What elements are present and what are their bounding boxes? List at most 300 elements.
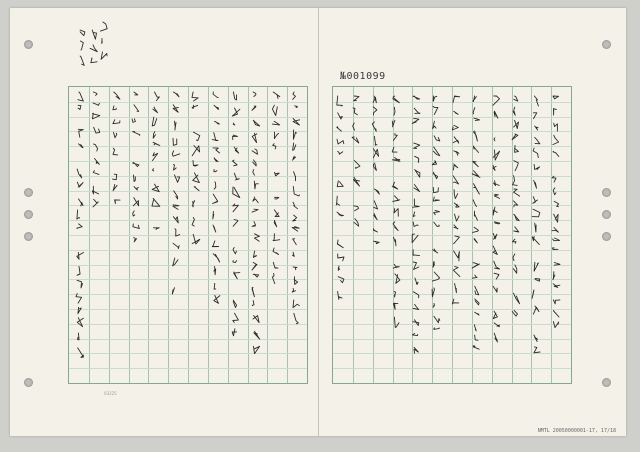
handwritten-glyph xyxy=(113,120,120,124)
handwritten-glyph xyxy=(394,317,399,327)
handwritten-glyph xyxy=(474,118,480,120)
handwritten-glyph xyxy=(534,180,537,188)
handwritten-glyph xyxy=(475,286,479,295)
handwritten-glyph xyxy=(392,158,400,162)
handwritten-glyph xyxy=(515,146,519,153)
handwritten-glyph xyxy=(78,333,80,340)
handwritten-glyph xyxy=(453,137,459,143)
handwritten-glyph xyxy=(493,150,500,160)
handwritten-glyph xyxy=(552,228,558,233)
handwritten-glyph xyxy=(513,107,515,115)
handwritten-glyph xyxy=(337,127,342,132)
handwritten-glyph xyxy=(94,127,100,133)
handwritten-glyph xyxy=(453,96,460,103)
handwritten-glyph xyxy=(514,293,520,304)
handwritten-glyph xyxy=(412,234,418,243)
handwritten-glyph xyxy=(354,206,359,211)
handwritten-glyph xyxy=(101,22,108,31)
handwritten-glyph xyxy=(494,222,499,224)
handwritten-glyph xyxy=(372,122,376,131)
handwritten-glyph xyxy=(474,325,476,331)
handwritten-glyph xyxy=(233,300,236,307)
handwritten-glyph xyxy=(494,261,500,269)
handwritten-glyph xyxy=(253,160,257,166)
handwritten-glyph xyxy=(252,301,254,306)
handwritten-glyph xyxy=(434,316,440,323)
handwritten-glyph xyxy=(113,184,117,190)
handwritten-glyph xyxy=(453,164,457,170)
handwritten-glyph xyxy=(493,311,497,318)
handwritten-glyph xyxy=(295,106,298,108)
handwritten-glyph xyxy=(494,333,497,342)
handwritten-glyph xyxy=(92,186,98,194)
handwritten-glyph xyxy=(392,182,398,189)
handwritten-glyph xyxy=(473,227,479,232)
handwritten-glyph xyxy=(173,165,176,171)
handwritten-glyph xyxy=(77,210,80,219)
handwritten-glyph xyxy=(413,250,419,256)
handwritten-glyph xyxy=(134,92,138,95)
handwritten-glyph xyxy=(337,196,340,205)
handwritten-glyph xyxy=(454,203,459,207)
handwritten-glyph xyxy=(354,161,360,169)
handwritten-glyph xyxy=(392,120,395,126)
handwritten-glyph xyxy=(454,251,460,261)
handwritten-glyph xyxy=(113,106,116,110)
handwritten-glyph xyxy=(533,306,539,314)
handwritten-glyph xyxy=(534,164,540,169)
handwritten-glyph xyxy=(413,199,420,207)
handwritten-glyph xyxy=(433,96,437,101)
handwritten-glyph xyxy=(293,143,296,150)
handwritten-glyph xyxy=(394,292,395,298)
handwritten-glyph xyxy=(133,211,135,216)
handwritten-glyph xyxy=(413,96,420,99)
handwritten-glyph xyxy=(133,131,140,135)
handwritten-glyph xyxy=(234,272,240,279)
handwritten-glyph xyxy=(338,113,343,119)
handwritten-glyph xyxy=(78,105,81,109)
handwritten-glyph xyxy=(193,132,199,141)
handwritten-glyph xyxy=(338,277,344,283)
handwritten-glyph xyxy=(434,136,440,141)
handwritten-glyph xyxy=(434,210,440,214)
handwritten-glyph xyxy=(473,146,478,152)
handwritten-glyph xyxy=(192,105,198,108)
handwritten-glyph xyxy=(252,133,257,142)
handwritten-glyph xyxy=(272,105,277,115)
handwritten-glyph xyxy=(213,211,214,219)
handwritten-glyph xyxy=(214,295,220,303)
handwritten-glyph xyxy=(192,217,194,226)
handwritten-glyph xyxy=(253,274,259,277)
handwritten-glyph xyxy=(233,92,236,100)
handwritten-glyph xyxy=(294,277,298,285)
handwritten-glyph xyxy=(77,253,84,260)
handwritten-glyph xyxy=(153,132,155,139)
handwritten-glyph xyxy=(337,139,344,144)
handwritten-glyph xyxy=(472,275,477,278)
handwritten-glyph xyxy=(553,188,556,195)
handwritten-glyph xyxy=(193,160,198,166)
handwritten-glyph xyxy=(252,222,255,227)
handwritten-glyph xyxy=(134,175,136,182)
handwritten-glyph xyxy=(192,92,198,101)
handwritten-glyph xyxy=(233,160,238,166)
handwritten-glyph xyxy=(293,130,296,139)
handwritten-glyph xyxy=(393,222,398,231)
handwritten-glyph xyxy=(474,184,480,195)
handwritten-glyph xyxy=(77,169,82,178)
handwritten-glyph xyxy=(254,331,260,339)
handwritten-glyph xyxy=(554,214,559,222)
handwritten-glyph xyxy=(473,346,479,350)
handwritten-glyph xyxy=(93,103,99,105)
handwritten-glyph xyxy=(234,173,239,180)
handwritten-glyph xyxy=(433,188,438,193)
handwritten-glyph xyxy=(513,265,516,273)
handwritten-glyph xyxy=(513,176,518,186)
handwritten-glyph xyxy=(473,161,479,167)
handwritten-glyph xyxy=(454,151,459,156)
handwritten-glyph xyxy=(77,182,83,187)
handwritten-glyph xyxy=(213,92,218,98)
handwritten-glyph xyxy=(174,191,178,199)
handwritten-glyph xyxy=(415,170,420,178)
handwritten-glyph xyxy=(433,172,437,179)
handwritten-glyph xyxy=(554,201,558,206)
handwritten-glyph xyxy=(433,304,434,308)
handwritten-glyph xyxy=(475,299,479,305)
handwritten-glyph xyxy=(79,144,84,148)
handwritten-glyph xyxy=(293,252,295,256)
handwritten-glyph xyxy=(374,241,380,244)
handwritten-glyph xyxy=(252,209,258,212)
handwritten-glyph xyxy=(433,249,438,253)
handwritten-glyph xyxy=(293,187,299,196)
handwritten-glyph xyxy=(535,279,540,282)
handwritten-glyph xyxy=(374,189,379,194)
handwritten-glyph xyxy=(413,222,418,227)
handwritten-glyph xyxy=(473,131,477,141)
handwritten-glyph xyxy=(173,205,179,210)
handwritten-glyph xyxy=(337,181,343,187)
handwritten-glyph xyxy=(273,144,276,149)
handwritten-glyph xyxy=(273,234,280,241)
handwritten-glyph xyxy=(213,148,220,153)
handwritten-glyph xyxy=(553,151,559,156)
handwritten-glyph xyxy=(153,153,158,161)
handwritten-glyph xyxy=(214,105,219,109)
handwritten-glyph xyxy=(213,225,216,232)
handwritten-glyph xyxy=(434,328,440,329)
handwritten-glyph xyxy=(434,222,440,226)
handwritten-glyph xyxy=(532,237,539,245)
handwritten-glyph xyxy=(214,283,216,289)
handwritten-glyph xyxy=(173,217,178,223)
handwritten-glyph xyxy=(173,105,178,113)
handwritten-glyph xyxy=(473,108,475,114)
handwritten-glyph xyxy=(293,300,299,308)
handwritten-glyph xyxy=(513,239,517,243)
handwritten-glyph xyxy=(78,129,83,137)
handwritten-glyph xyxy=(173,243,179,248)
handwritten-glyph xyxy=(534,262,538,271)
handwritten-glyph xyxy=(535,223,536,232)
handwritten-glyph xyxy=(152,117,157,126)
handwritten-glyph xyxy=(233,313,239,322)
handwritten-glyph xyxy=(293,92,296,99)
handwritten-glyph xyxy=(338,254,344,261)
handwritten-glyph xyxy=(233,204,239,212)
handwritten-glyph xyxy=(514,227,519,232)
handwritten-glyph xyxy=(474,239,477,243)
handwritten-glyph xyxy=(553,238,560,241)
handwritten-glyph xyxy=(534,96,538,106)
handwritten-glyph xyxy=(292,227,299,232)
handwritten-glyph xyxy=(91,58,97,63)
handwritten-glyph xyxy=(101,52,107,59)
handwritten-glyph xyxy=(337,96,343,106)
handwritten-glyph xyxy=(452,299,459,304)
handwritten-glyph xyxy=(514,189,520,196)
handwritten-glyph xyxy=(354,96,359,101)
handwritten-glyph xyxy=(214,182,216,189)
handwritten-glyph xyxy=(155,92,160,101)
handwritten-glyph xyxy=(433,106,438,114)
handwritten-glyph xyxy=(213,194,218,203)
handwritten-glyph xyxy=(552,248,558,250)
handwritten-glyph xyxy=(493,246,497,254)
handwritten-glyph xyxy=(432,272,439,281)
handwritten-glyph xyxy=(414,108,420,114)
handwritten-glyph xyxy=(413,320,419,326)
handwritten-glyph xyxy=(553,96,559,99)
handwritten-glyph xyxy=(153,142,160,145)
handwritten-glyph xyxy=(455,214,459,221)
handwritten-glyph xyxy=(413,212,415,217)
handwritten-glyph xyxy=(113,148,118,155)
handwritten-glyph xyxy=(253,197,258,203)
handwritten-glyph xyxy=(494,273,499,279)
handwritten-glyph xyxy=(233,187,240,198)
handwritten-glyph xyxy=(114,132,117,138)
handwritten-glyph xyxy=(394,107,395,115)
handwritten-glyph xyxy=(133,198,138,206)
handwritten-glyph xyxy=(553,322,558,328)
handwritten-glyph xyxy=(252,149,257,154)
handwritten-glyph xyxy=(373,229,377,232)
handwritten-glyph xyxy=(215,121,220,124)
handwritten-glyph xyxy=(78,307,81,313)
handwritten-glyph xyxy=(553,311,559,318)
handwritten-glyph xyxy=(535,137,540,143)
handwritten-glyph xyxy=(338,291,342,299)
handwritten-glyph xyxy=(494,194,499,198)
handwritten-glyph xyxy=(76,294,82,304)
handwritten-glyph xyxy=(172,288,174,294)
handwritten-glyph xyxy=(553,135,559,144)
handwritten-glyph xyxy=(193,173,200,183)
handwritten-glyph xyxy=(415,156,419,162)
handwritten-glyph xyxy=(233,220,238,227)
handwritten-glyph xyxy=(353,123,355,130)
handwritten-glyph xyxy=(273,92,280,98)
handwritten-glyph xyxy=(493,233,497,239)
handwritten-glyph xyxy=(473,96,477,102)
handwritten-glyph xyxy=(393,303,397,309)
handwritten-glyph xyxy=(275,197,279,199)
handwritten-glyph xyxy=(152,184,159,192)
handwritten-glyph xyxy=(134,187,138,190)
handwritten-glyph xyxy=(414,347,418,353)
handwritten-glyph xyxy=(553,300,560,304)
handwritten-glyph xyxy=(77,318,83,327)
handwritten-glyph xyxy=(292,156,295,160)
handwritten-glyph xyxy=(353,108,357,115)
handwritten-glyph xyxy=(214,158,218,162)
handwritten-glyph xyxy=(77,266,80,275)
handwritten-glyph xyxy=(454,236,460,244)
handwritten-glyph xyxy=(337,240,343,248)
handwritten-glyph xyxy=(514,120,519,128)
handwritten-glyph xyxy=(273,248,279,255)
handwritten-glyph xyxy=(275,172,280,176)
handwritten-glyph xyxy=(373,163,376,171)
handwritten-glyph xyxy=(472,263,479,269)
handwritten-glyph xyxy=(272,121,279,125)
handwritten-glyph xyxy=(554,123,558,131)
handwritten-glyph xyxy=(293,215,297,221)
handwritten-glyph xyxy=(212,133,218,141)
handwritten-glyph xyxy=(233,261,237,263)
handwritten-glyph xyxy=(532,290,534,298)
handwritten-glyph xyxy=(232,108,240,116)
handwritten-glyph xyxy=(134,105,139,112)
handwritten-glyph xyxy=(432,161,436,165)
handwritten-glyph xyxy=(534,335,538,342)
handwritten-glyph xyxy=(413,262,418,270)
handwritten-glyph xyxy=(337,212,343,216)
handwritten-glyph xyxy=(93,92,97,95)
handwritten-glyph xyxy=(493,286,497,292)
handwritten-glyph xyxy=(412,334,417,336)
handwritten-glyph xyxy=(134,238,137,242)
handwritten-glyph xyxy=(212,241,218,247)
handwritten-glyph xyxy=(394,209,398,217)
handwritten-glyph xyxy=(453,176,459,184)
handwritten-glyph xyxy=(294,172,296,181)
handwritten-glyph xyxy=(173,138,177,145)
handwritten-glyph xyxy=(494,138,495,141)
handwritten-glyph xyxy=(293,119,300,126)
handwritten-glyph xyxy=(414,143,420,148)
handwritten-glyph xyxy=(432,288,434,297)
handwritten-glyph xyxy=(274,210,279,217)
handwritten-glyph xyxy=(494,323,499,327)
handwritten-glyph xyxy=(512,134,518,140)
handwritten-glyph xyxy=(512,310,517,316)
handwritten-glyph xyxy=(493,207,497,215)
handwritten-glyph xyxy=(374,201,378,209)
handwritten-glyph xyxy=(455,284,457,293)
handwritten-glyph xyxy=(253,92,256,97)
handwritten-glyph xyxy=(294,313,299,323)
handwritten-glyph xyxy=(533,197,538,204)
handwritten-glyph xyxy=(90,45,97,52)
handwritten-glyph xyxy=(253,251,256,257)
handwritten-glyph xyxy=(172,151,180,156)
handwritten-glyph xyxy=(533,113,536,119)
handwritten-glyph xyxy=(352,137,359,143)
handwritten-glyph xyxy=(254,346,260,353)
handwritten-glyph xyxy=(393,134,397,141)
handwritten-glyph xyxy=(393,196,400,202)
handwritten-glyph xyxy=(394,237,396,246)
handwritten-glyph xyxy=(194,187,199,191)
handwritten-glyph xyxy=(252,287,254,296)
handwritten-glyph xyxy=(514,161,519,171)
handwritten-glyph xyxy=(513,254,515,261)
handwritten-glyph xyxy=(393,96,400,103)
handwritten-glyph xyxy=(433,262,434,268)
handwritten-glyph xyxy=(102,39,103,44)
handwritten-glyph xyxy=(454,111,459,114)
handwritten-glyph xyxy=(213,254,219,262)
handwritten-glyph xyxy=(472,171,480,178)
handwritten-glyph xyxy=(80,30,85,36)
handwritten-glyph xyxy=(395,274,400,284)
handwritten-glyph xyxy=(233,123,235,125)
handwritten-glyph xyxy=(454,225,458,229)
handwritten-glyph xyxy=(78,348,84,358)
handwritten-glyph xyxy=(114,92,120,99)
handwritten-glyph xyxy=(553,284,560,288)
handwritten-glyph xyxy=(494,111,498,118)
handwritten-glyph xyxy=(338,151,343,154)
handwritten-glyph xyxy=(173,258,178,266)
handwritten-glyph xyxy=(80,56,84,65)
handwritten-glyph xyxy=(113,174,117,180)
handwritten-glyph xyxy=(133,162,140,166)
handwritten-glyph xyxy=(95,159,100,165)
handwritten-glyph xyxy=(152,198,160,206)
handwritten-glyph xyxy=(292,288,295,292)
handwritten-glyph xyxy=(252,262,257,270)
handwritten-glyph xyxy=(493,166,496,171)
handwritten-glyph xyxy=(413,292,418,298)
handwritten-glyph xyxy=(413,304,419,309)
handwritten-glyph xyxy=(192,146,199,156)
handwritten-glyph xyxy=(79,199,84,206)
handwritten-glyph xyxy=(132,119,135,123)
grid-code: 03225 xyxy=(104,391,117,396)
handwritten-glyph xyxy=(414,185,420,192)
handwritten-glyph xyxy=(473,200,476,206)
handwritten-glyph xyxy=(534,347,540,353)
handwritten-glyph xyxy=(494,181,500,186)
handwritten-glyph xyxy=(175,121,177,130)
handwritten-glyph xyxy=(554,108,557,115)
handwritten-glyph xyxy=(353,177,359,186)
handwritten-glyph xyxy=(153,228,159,230)
handwritten-glyph xyxy=(412,118,419,123)
handwritten-glyph xyxy=(273,262,278,268)
handwritten-glyph xyxy=(274,220,277,227)
handwritten-glyph xyxy=(253,120,259,126)
handwritten-glyph xyxy=(175,229,180,236)
handwritten-glyph xyxy=(93,144,97,151)
